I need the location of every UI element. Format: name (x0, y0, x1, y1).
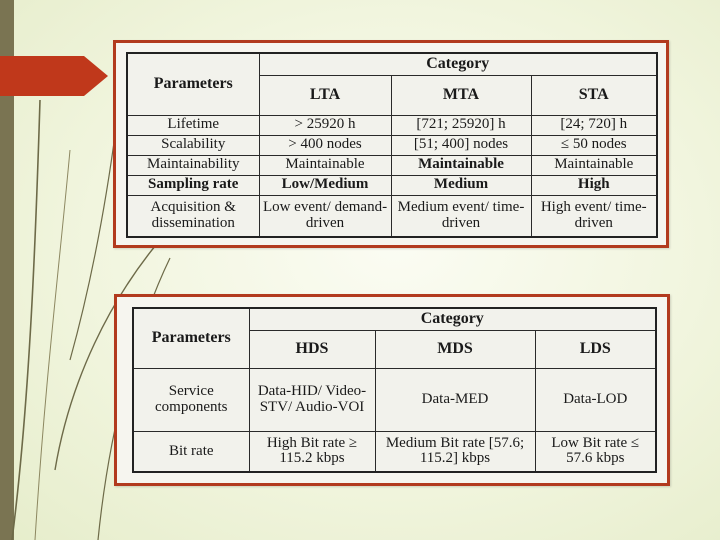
cell-value: > 400 nodes (259, 135, 391, 155)
cell-value: Data-HID/ Video-STV/ Audio-VOI (249, 369, 375, 432)
service-category-table-frame (114, 294, 670, 486)
row-label-scalability: Scalability (127, 135, 259, 155)
column-header-hds: HDS (249, 330, 375, 368)
row-label-acquisition: Acquisition & dissemination (127, 195, 259, 237)
cell-value: Data-MED (375, 369, 535, 432)
cell-value: [51; 400] nodes (391, 135, 531, 155)
lifetime-category-table (126, 52, 658, 238)
table-row (127, 175, 657, 195)
row-label-sampling-rate: Sampling rate (127, 175, 259, 195)
cell-value: High Bit rate ≥ 115.2 kbps (249, 431, 375, 472)
cell-value: Low event/ demand-driven (259, 195, 391, 237)
lifetime-category-table-frame (113, 40, 669, 248)
cell-value: Maintainable (531, 155, 657, 175)
column-header-mta: MTA (391, 75, 531, 115)
category-header: Category (259, 53, 657, 75)
slide-pointer-arrow (0, 56, 108, 96)
table-row (133, 431, 656, 472)
table-row (133, 369, 656, 432)
cell-value: > 25920 h (259, 115, 391, 135)
cell-value: [24; 720] h (531, 115, 657, 135)
table-row (127, 115, 657, 135)
row-label-maintainability: Maintainability (127, 155, 259, 175)
table-row (127, 195, 657, 237)
category-header: Category (249, 308, 656, 330)
column-header-lta: LTA (259, 75, 391, 115)
row-label-lifetime: Lifetime (127, 115, 259, 135)
cell-value: Maintainable (391, 155, 531, 175)
parameters-header: Parameters (127, 53, 259, 115)
column-header-lds: LDS (535, 330, 656, 368)
service-category-table (132, 307, 657, 473)
table-row (127, 155, 657, 175)
cell-value: Maintainable (259, 155, 391, 175)
cell-value: Medium Bit rate [57.6; 115.2] kbps (375, 431, 535, 472)
cell-value: [721; 25920] h (391, 115, 531, 135)
cell-value: High (531, 175, 657, 195)
parameters-header: Parameters (133, 308, 249, 369)
table-row (127, 135, 657, 155)
cell-value: Medium event/ time-driven (391, 195, 531, 237)
column-header-sta: STA (531, 75, 657, 115)
cell-value: Data-LOD (535, 369, 656, 432)
cell-value: ≤ 50 nodes (531, 135, 657, 155)
row-label-bit-rate: Bit rate (133, 431, 249, 472)
row-label-service-components: Service components (133, 369, 249, 432)
cell-value: Low/Medium (259, 175, 391, 195)
cell-value: High event/ time-driven (531, 195, 657, 237)
cell-value: Low Bit rate ≤ 57.6 kbps (535, 431, 656, 472)
column-header-mds: MDS (375, 330, 535, 368)
cell-value: Medium (391, 175, 531, 195)
